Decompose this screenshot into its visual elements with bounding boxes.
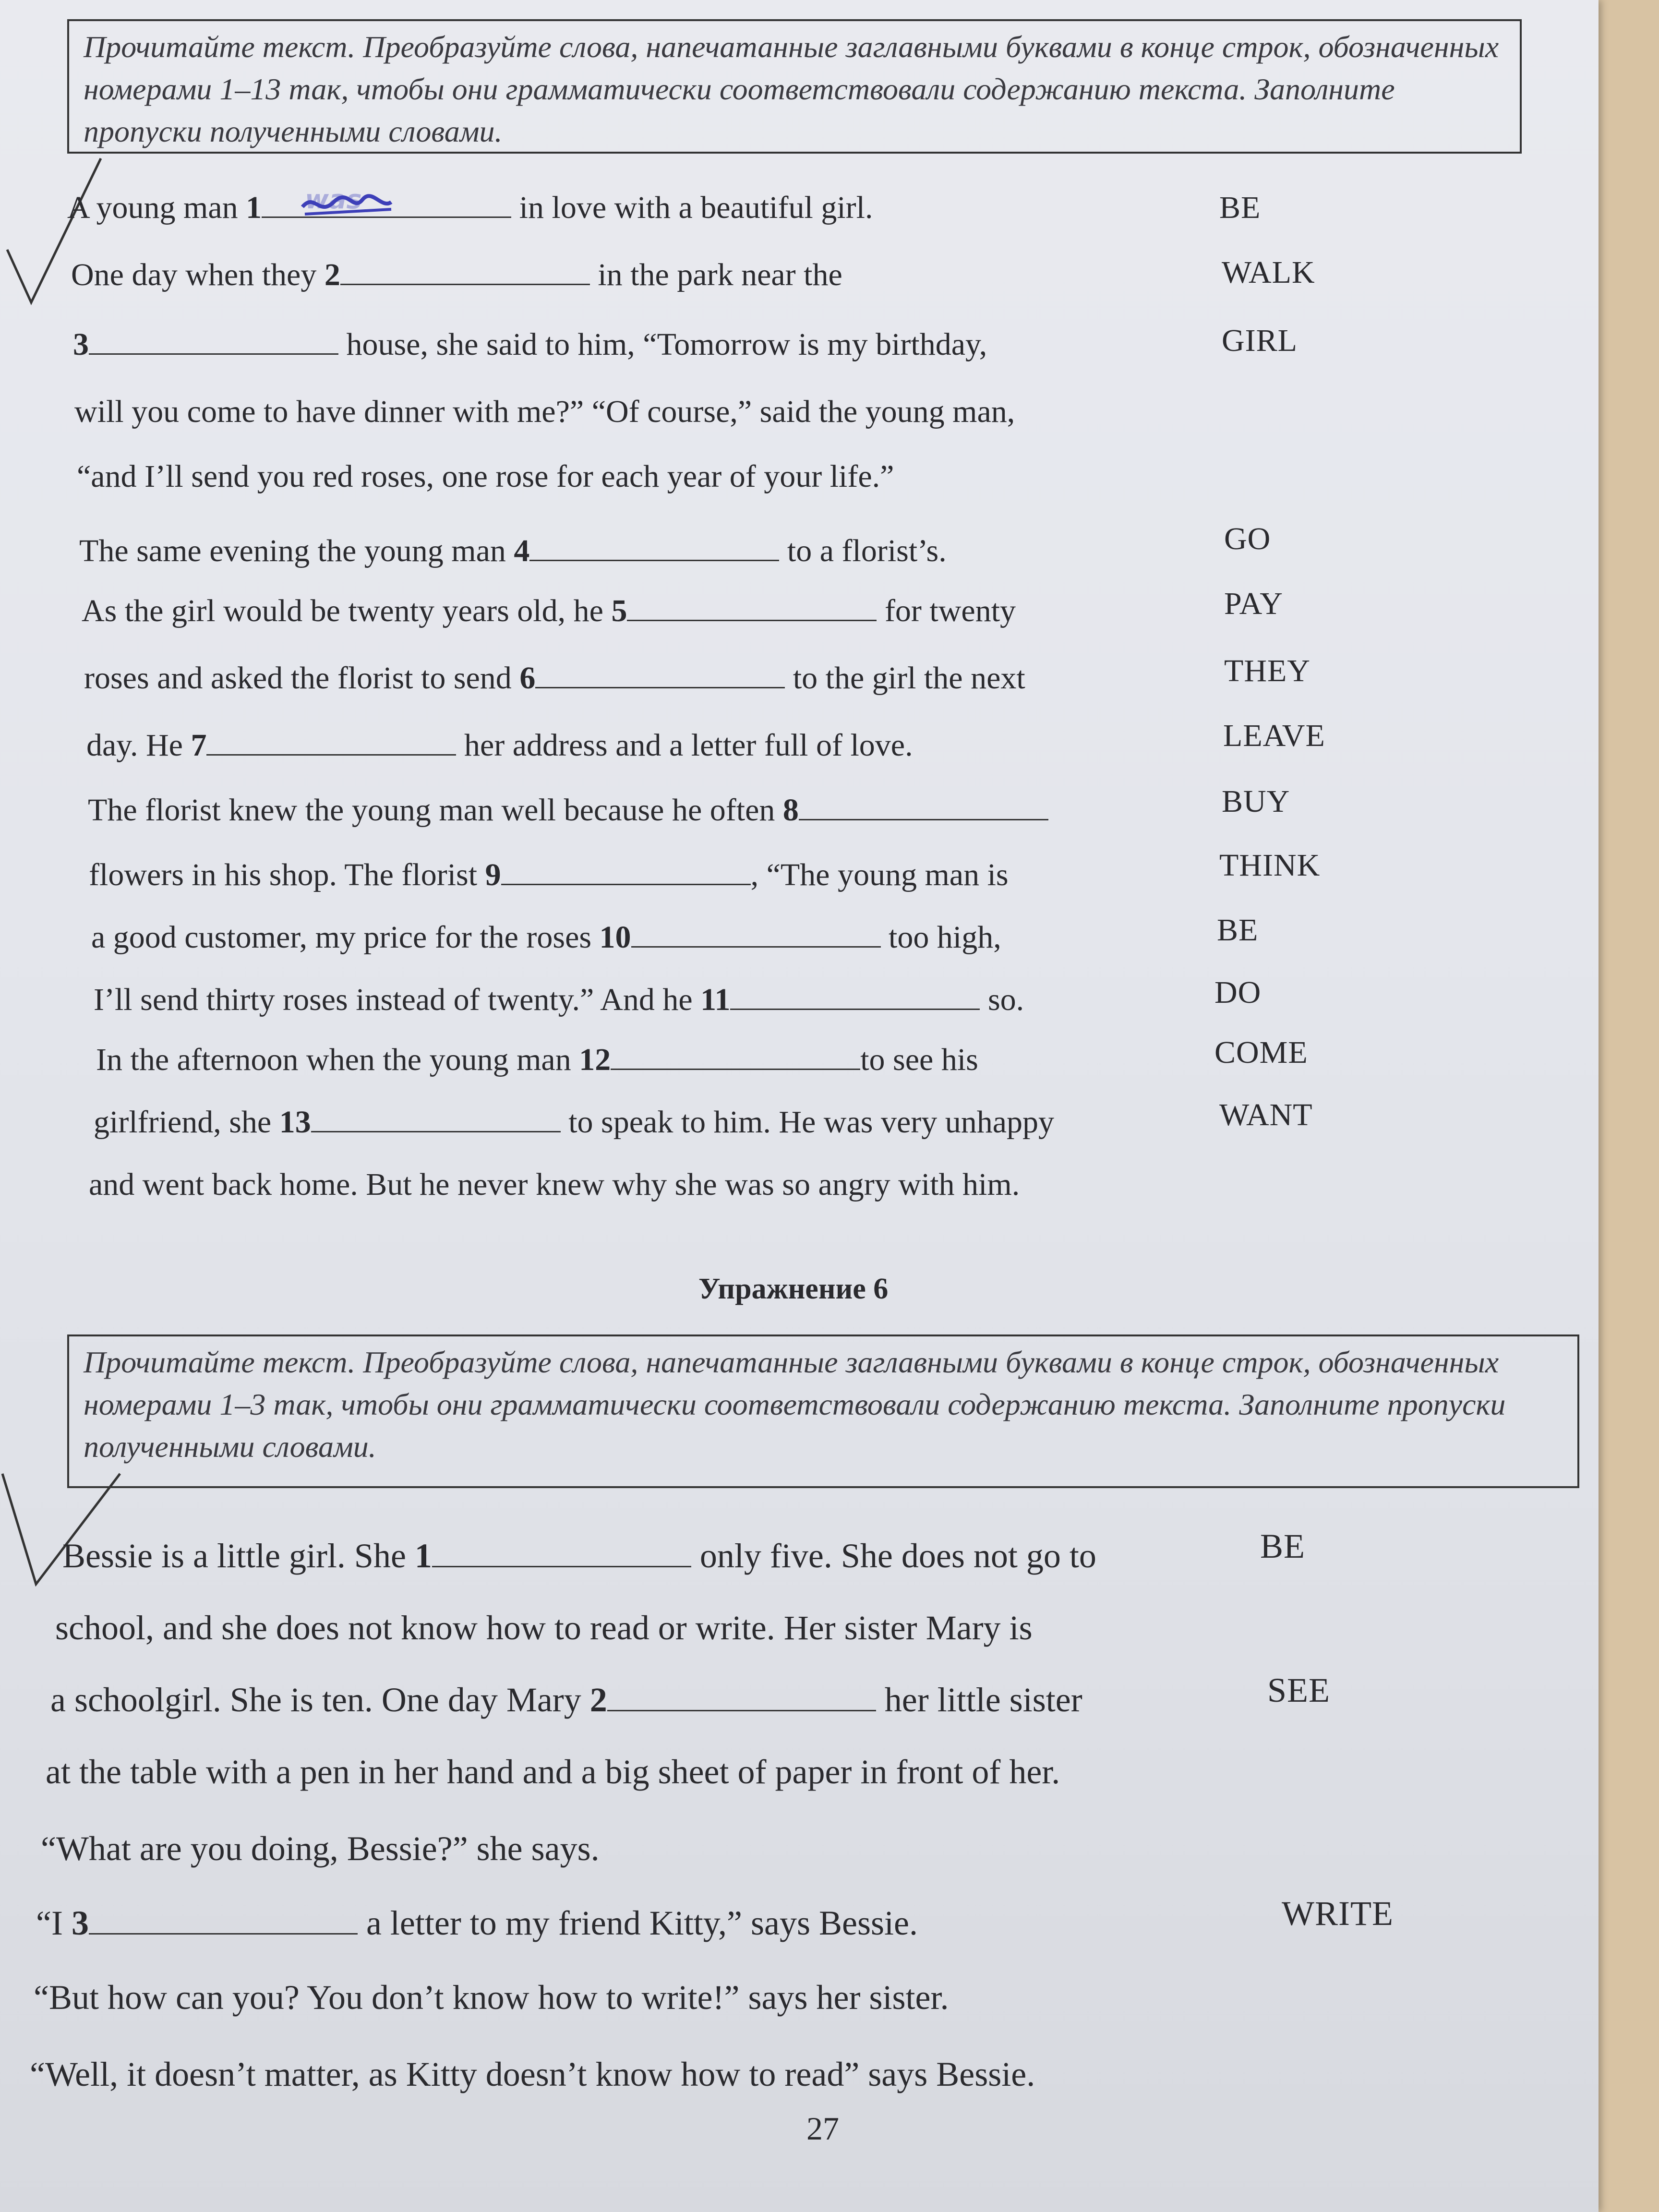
keyword: WANT: [1219, 1097, 1313, 1132]
line-text: “Well, it doesn’t matter, as Kitty doesn’t know how to read” says Bessie.: [30, 2055, 1035, 2093]
ex5-line-7: [82, 593, 1016, 629]
ex5-line-13: [94, 982, 1024, 1018]
ex5-line-1: [67, 184, 873, 226]
line-text: in love with a beautiful girl.: [511, 190, 873, 225]
ex6-line-7: [34, 1978, 949, 2018]
keyword: WRITE: [1282, 1894, 1394, 1933]
keyword: THEY: [1224, 653, 1310, 688]
keyword: BUY: [1222, 784, 1290, 819]
ex5-line-16: [89, 1166, 1020, 1203]
ex5-line-10: [88, 792, 1048, 829]
ex5-line-5: [77, 458, 894, 495]
gap-number: 3: [73, 327, 89, 362]
keyword: LEAVE: [1223, 718, 1325, 753]
ex6-line-5: [41, 1829, 600, 1869]
gap-number: 13: [279, 1105, 311, 1140]
gap-number: 11: [700, 982, 731, 1017]
line-text: to speak to him. He was very unhappy: [560, 1105, 1055, 1140]
exercise5-instructions-text: Прочитайте текст. Преобразуйте слова, напечатанные заглавными буквами в конце строк, обозначенных номерами 1–13 так, чтобы они грамматически соответствовали содержанию текста. Заполните пропуски полученными словами.: [84, 30, 1499, 148]
line-text: “I: [36, 1904, 72, 1942]
gap-number: 7: [191, 728, 207, 763]
ex5-line-12: [91, 919, 1001, 956]
line-text: day. He: [86, 728, 191, 763]
gap-number: 2: [589, 1681, 607, 1719]
line-text: and went back home. But he never knew why she was so angry with him.: [89, 1167, 1020, 1202]
gap-number: 1: [414, 1537, 432, 1575]
line-text: so.: [980, 982, 1024, 1017]
line-text: for twenty: [877, 593, 1016, 628]
ex5-line-11: [89, 857, 1009, 893]
answer-blank-10[interactable]: [631, 922, 881, 948]
page-number: 27: [806, 2110, 839, 2147]
line-text: The same evening the young man: [79, 533, 514, 568]
line-text: As the girl would be twenty years old, he: [82, 593, 612, 628]
ex6-line-8: [30, 2055, 1035, 2094]
ex5-line-9: [86, 727, 913, 764]
keyword: BE: [1217, 913, 1259, 948]
line-text: house, she said to him, “Tomorrow is my birthday,: [338, 327, 987, 362]
answer-blank-ex6-3[interactable]: [89, 1909, 358, 1935]
answer-blank-9[interactable]: [501, 860, 751, 885]
line-text: school, and she does not know how to read or write. Her sister Mary is: [55, 1609, 1033, 1647]
answer-blank-11[interactable]: [730, 985, 980, 1010]
line-text: girlfriend, she: [94, 1105, 279, 1140]
line-text: One day when they: [71, 257, 325, 292]
gap-number: 6: [519, 661, 536, 696]
keyword: GO: [1224, 521, 1271, 556]
keyword: COME: [1214, 1035, 1308, 1070]
answer-blank-3[interactable]: [89, 329, 338, 355]
line-text: to the girl the next: [785, 661, 1025, 696]
line-text: only five. She does not go to: [691, 1537, 1096, 1575]
line-text: The florist knew the young man well because he often: [88, 793, 783, 828]
line-text: in the park near the: [589, 257, 842, 292]
line-text: , “The young man is: [750, 857, 1009, 892]
ex5-line-15: [94, 1104, 1054, 1141]
line-text: too high,: [880, 920, 1001, 955]
line-text: “But how can you? You don’t know how to write!” says her sister.: [34, 1978, 949, 2017]
keyword: GIRL: [1222, 323, 1298, 358]
exercise5-instructions: [67, 19, 1522, 154]
gap-number: 1: [246, 190, 262, 225]
keyword: BE: [1260, 1527, 1306, 1565]
ex5-line-3: [73, 326, 987, 363]
line-text: a schoolgirl. She is ten. One day Mary: [50, 1681, 590, 1719]
line-text: A young man: [67, 190, 246, 225]
keyword: THINK: [1219, 848, 1321, 883]
keyword: BE: [1219, 190, 1261, 225]
ex5-line-14: [96, 1042, 978, 1078]
line-text: at the table with a pen in her hand and a big sheet of paper in front of her.: [46, 1753, 1060, 1791]
line-text: Bessie is a little girl. She: [62, 1537, 415, 1575]
gap-number: 8: [782, 793, 799, 828]
keyword: WALK: [1222, 255, 1315, 290]
line-text: a good customer, my price for the roses: [91, 920, 600, 955]
ex5-line-4: [74, 394, 1015, 430]
keyword: DO: [1214, 975, 1262, 1010]
answer-blank-13[interactable]: [311, 1107, 561, 1132]
line-text: her address and a letter full of love.: [456, 728, 913, 763]
line-text: to see his: [860, 1042, 978, 1077]
line-text: her little sister: [876, 1681, 1082, 1719]
answer-blank-1[interactable]: [262, 184, 511, 218]
handwritten-answer: was: [305, 184, 362, 215]
line-text: to a florist’s.: [779, 533, 947, 568]
gap-number: 9: [485, 857, 501, 892]
line-text: roses and asked the florist to send: [84, 661, 520, 696]
gap-number: 10: [599, 920, 631, 955]
gap-number: 5: [611, 593, 627, 628]
answer-blank-7[interactable]: [206, 730, 456, 756]
ex6-line-2: [55, 1608, 1033, 1648]
answer-blank-6[interactable]: [535, 663, 785, 688]
gap-number: 3: [71, 1904, 89, 1942]
keyword: SEE: [1267, 1671, 1331, 1709]
answer-blank-8[interactable]: [799, 795, 1048, 820]
exercise6-instructions: [67, 1334, 1579, 1488]
ex6-line-1: [62, 1536, 1096, 1576]
exercise6-instructions-text: Прочитайте текст. Преобразуйте слова, напечатанные заглавными буквами в конце строк, обозначенных номерами 1–3 так, чтобы они грамматически соответствовали содержанию текста. Заполните пропуски полученными словами.: [84, 1345, 1506, 1464]
line-text: flowers in his shop. The florist: [89, 857, 485, 892]
answer-blank-ex6-1[interactable]: [432, 1542, 691, 1567]
line-text: will you come to have dinner with me?” “Of course,” said the young man,: [74, 394, 1015, 429]
ex5-line-8: [84, 660, 1025, 697]
answer-blank-ex6-2[interactable]: [607, 1686, 876, 1711]
keyword: PAY: [1224, 586, 1283, 621]
ex6-line-6: [36, 1903, 918, 1943]
line-text: “and I’ll send you red roses, one rose for each year of your life.”: [77, 459, 894, 494]
gap-number: 12: [579, 1042, 611, 1077]
ex5-line-6: [79, 533, 947, 569]
ex5-line-2: [71, 257, 842, 293]
answer-blank-4[interactable]: [529, 536, 779, 561]
gap-number: 2: [324, 257, 340, 292]
gap-number: 4: [514, 533, 530, 568]
line-text: I’ll send thirty roses instead of twenty.” And he: [94, 982, 701, 1017]
answer-blank-5[interactable]: [627, 596, 877, 621]
ex6-line-4: [46, 1752, 1060, 1792]
answer-blank-12[interactable]: [611, 1045, 860, 1070]
line-text: “What are you doing, Bessie?” she says.: [41, 1829, 600, 1868]
line-text: In the afternoon when the young man: [96, 1042, 579, 1077]
line-text: a letter to my friend Kitty,” says Bessie.: [357, 1904, 918, 1942]
exercise6-title: Упражнение 6: [698, 1273, 889, 1305]
ex6-line-3: [50, 1680, 1082, 1720]
answer-blank-2[interactable]: [340, 260, 590, 285]
